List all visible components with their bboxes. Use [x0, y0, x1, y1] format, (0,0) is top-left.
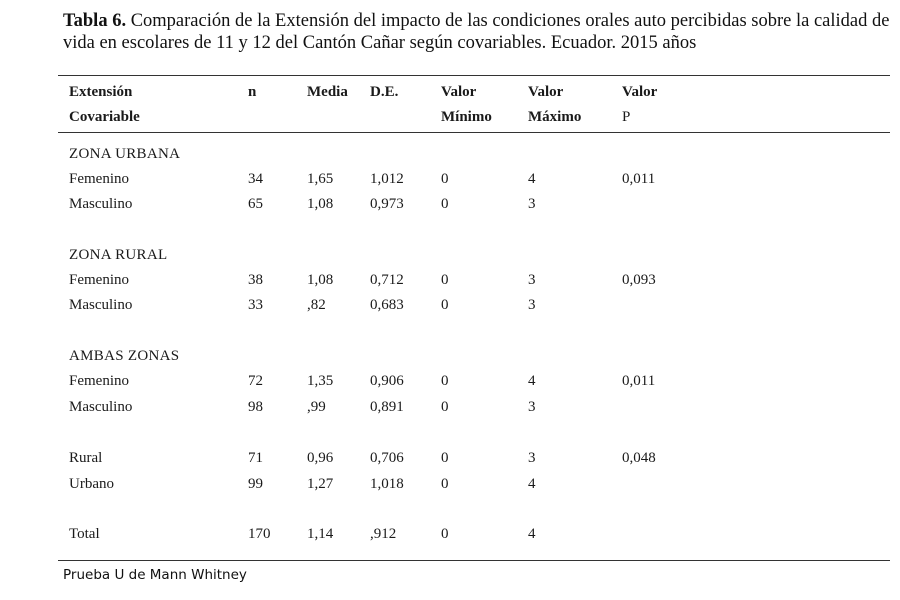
- header-rule: [58, 132, 890, 133]
- cell-min: 0: [441, 171, 449, 187]
- cell-n: 65: [248, 196, 263, 212]
- cell-n: 71: [248, 450, 263, 466]
- cell-n: 99: [248, 476, 263, 492]
- cell-p: 0,011: [622, 171, 656, 187]
- row-label: Femenino: [69, 373, 129, 389]
- cell-min: 0: [441, 476, 449, 492]
- row-label: Masculino: [69, 196, 133, 212]
- cell-max: 3: [528, 450, 536, 466]
- cell-p: 0,093: [622, 272, 656, 288]
- cell-media: ,82: [307, 297, 326, 313]
- cell-media: 1,35: [307, 373, 334, 389]
- row-label: Rural: [69, 450, 103, 466]
- cell-min: 0: [441, 373, 449, 389]
- cell-de: 0,906: [370, 373, 404, 389]
- cell-de: 0,683: [370, 297, 404, 313]
- cell-n: 72: [248, 373, 263, 389]
- cell-de: 0,706: [370, 450, 404, 466]
- table-caption: [63, 10, 893, 54]
- cell-max: 3: [528, 399, 536, 415]
- caption-label: Tabla 6.: [63, 11, 127, 31]
- header-de: D.E.: [370, 84, 399, 100]
- row-label: Masculino: [69, 297, 133, 313]
- cell-min: 0: [441, 526, 449, 542]
- cell-max: 4: [528, 526, 536, 542]
- table-footnote: Prueba U de Mann Whitney: [63, 567, 247, 583]
- header-valor-max-2: Máximo: [528, 109, 582, 125]
- top-rule: [58, 75, 890, 76]
- cell-media: 1,14: [307, 526, 334, 542]
- cell-n: 98: [248, 399, 263, 415]
- row-label: Femenino: [69, 171, 129, 187]
- cell-media: 0,96: [307, 450, 334, 466]
- cell-p: 0,048: [622, 450, 656, 466]
- header-valor-p-2: P: [622, 109, 631, 125]
- cell-max: 3: [528, 272, 536, 288]
- row-label: Total: [69, 526, 100, 542]
- cell-de: 1,018: [370, 476, 404, 492]
- group-title-urbana: ZONA URBANA: [69, 146, 181, 162]
- header-valor-max-1: Valor: [528, 84, 564, 100]
- header-n: n: [248, 84, 257, 100]
- row-label: Masculino: [69, 399, 133, 415]
- cell-media: 1,27: [307, 476, 334, 492]
- cell-de: 0,712: [370, 272, 404, 288]
- cell-max: 3: [528, 196, 536, 212]
- cell-min: 0: [441, 399, 449, 415]
- bottom-rule: [58, 560, 890, 561]
- header-valor-min-2: Mínimo: [441, 109, 492, 125]
- cell-de: 0,891: [370, 399, 404, 415]
- caption-text: Comparación de la Extensión del impacto de las condiciones orales auto percibidas sobre la calidad de vida en escolares de 11 y 12 del Cantón Cañar según covariables. Ecuador. 2015 años: [63, 11, 890, 53]
- group-title-ambas: AMBAS ZONAS: [69, 348, 180, 364]
- cell-max: 4: [528, 171, 536, 187]
- header-covariable-2: Covariable: [69, 109, 140, 125]
- cell-n: 38: [248, 272, 263, 288]
- row-label: Femenino: [69, 272, 129, 288]
- cell-n: 33: [248, 297, 263, 313]
- cell-min: 0: [441, 272, 449, 288]
- row-label: Urbano: [69, 476, 114, 492]
- header-valor-min-1: Valor: [441, 84, 477, 100]
- header-media: Media: [307, 84, 348, 100]
- header-covariable-1: Extensión: [69, 84, 133, 100]
- cell-de: ,912: [370, 526, 397, 542]
- cell-min: 0: [441, 450, 449, 466]
- cell-max: 4: [528, 476, 536, 492]
- cell-n: 170: [248, 526, 271, 542]
- cell-media: ,99: [307, 399, 326, 415]
- group-title-rural: ZONA RURAL: [69, 247, 168, 263]
- cell-media: 1,08: [307, 272, 334, 288]
- cell-max: 4: [528, 373, 536, 389]
- cell-max: 3: [528, 297, 536, 313]
- cell-media: 1,65: [307, 171, 334, 187]
- cell-n: 34: [248, 171, 263, 187]
- cell-de: 0,973: [370, 196, 404, 212]
- cell-min: 0: [441, 196, 449, 212]
- cell-media: 1,08: [307, 196, 334, 212]
- header-valor-p-1: Valor: [622, 84, 658, 100]
- cell-p: 0,011: [622, 373, 656, 389]
- cell-de: 1,012: [370, 171, 404, 187]
- cell-min: 0: [441, 297, 449, 313]
